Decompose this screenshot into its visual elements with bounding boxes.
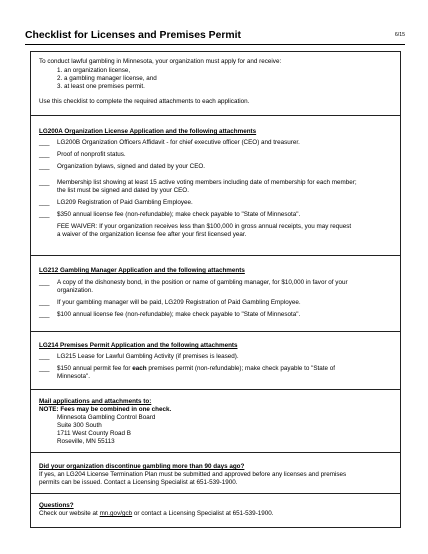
fee-waiver-cont: a waiver of the organization license fee after your first licensed year. <box>57 231 247 238</box>
address-line: 1711 West County Road B <box>57 430 131 437</box>
section-divider <box>31 255 400 256</box>
checkbox-blank[interactable]: ___ <box>39 279 50 286</box>
intro-use: Use this checklist to complete the required attachments to each application. <box>39 98 250 105</box>
checkbox-blank[interactable]: ___ <box>39 311 50 318</box>
checklist-frame <box>30 51 401 528</box>
address-line: Roseville, MN 55113 <box>57 438 115 445</box>
discontinue-text: If yes, an LG204 License Termination Plan must be submitted and approved before any licenses and premises <box>39 471 347 478</box>
checkbox-blank[interactable]: ___ <box>39 163 50 170</box>
questions-heading: Questions? <box>39 502 74 509</box>
lg212-heading: LG212 Gambling Manager Application and the following attachments <box>39 267 245 274</box>
checkbox-blank[interactable]: ___ <box>39 353 50 360</box>
checklist-item-cont: organization. <box>57 287 94 294</box>
header-rule <box>25 44 405 45</box>
checklist-item-cont: the list must be signed and dated by your CEO. <box>57 187 189 194</box>
questions-text <box>39 510 274 518</box>
checklist-item: $100 annual license fee (non-refundable); make check payable to "State of Minnesota". <box>57 311 301 318</box>
website-link[interactable]: mn.gov/gcb <box>99 510 133 517</box>
intro-lead: To conduct lawful gambling in Minnesota, your organization must apply for and receive: <box>39 58 282 65</box>
questions-post: or contact a Licensing Specialist at 651-539-1900. <box>132 510 274 517</box>
checkbox-blank[interactable]: ___ <box>39 199 50 206</box>
checkbox-blank[interactable]: ___ <box>39 151 50 158</box>
address-line: Minnesota Gambling Control Board <box>57 414 156 421</box>
mail-note: NOTE: Fees may be combined in one check. <box>39 406 172 413</box>
discontinue-text: permits can be issued. Contact a Licensing Specialist at 651-539-1900. <box>39 479 238 486</box>
checkbox-blank[interactable]: ___ <box>39 365 50 372</box>
section-divider <box>31 389 400 390</box>
item-emphasis: each <box>132 365 147 372</box>
checklist-item <box>57 365 335 373</box>
intro-item: 3. at least one premises permit. <box>57 83 145 90</box>
checkbox-blank[interactable]: ___ <box>39 139 50 146</box>
section-divider <box>31 493 400 494</box>
section-divider <box>31 331 400 332</box>
checklist-item: LG209 Registration of Paid Gambling Employee. <box>57 199 193 206</box>
section-divider <box>31 452 400 453</box>
intro-item: 2. a gambling manager license, and <box>57 75 157 82</box>
checklist-item: LG215 Lease for Lawful Gambling Activity (if premises is leased). <box>57 353 239 360</box>
checkbox-blank[interactable]: ___ <box>39 211 50 218</box>
lg200a-heading: LG200A Organization License Application and the following attachments <box>39 128 257 135</box>
checklist-item: Proof of nonprofit status. <box>57 151 126 158</box>
checklist-item: $350 annual license fee (non-refundable); make check payable to "State of Minnesota". <box>57 211 301 218</box>
checklist-item: A copy of the dishonesty bond, in the position or name of gambling manager, for $10,000 in favor of your <box>57 279 348 286</box>
checkbox-blank[interactable]: ___ <box>39 179 50 186</box>
mail-heading: Mail applications and attachments to: <box>39 398 152 405</box>
questions-pre: Check our website at <box>39 510 100 517</box>
page-title: Checklist for Licenses and Premises Permit <box>25 30 241 41</box>
checklist-item: Organization bylaws, signed and dated by your CEO. <box>57 163 206 170</box>
checkbox-blank[interactable]: ___ <box>39 299 50 306</box>
discontinue-heading: Did your organization discontinue gambling more than 90 days ago? <box>39 463 245 470</box>
intro-item: 1. an organization license, <box>57 67 131 74</box>
checklist-item: LG200B Organization Officers Affidavit - for chief executive officer (CEO) and treasurer. <box>57 139 300 146</box>
lg214-heading: LG214 Premises Permit Application and the following attachments <box>39 342 238 349</box>
item-text: premises permit (non-refundable); make check payable to "State of <box>146 365 336 372</box>
section-divider <box>31 115 400 116</box>
checklist-item: If your gambling manager will be paid, LG209 Registration of Paid Gambling Employee. <box>57 299 301 306</box>
checklist-item: Membership list showing at least 15 active voting members including date of membership for each member; <box>57 179 357 186</box>
address-line: Suite 300 South <box>57 422 102 429</box>
item-text: $150 annual permit fee for <box>57 365 133 372</box>
revision-date: 6/15 <box>394 32 405 38</box>
checklist-item-cont: Minnesota". <box>57 373 91 380</box>
page-header <box>25 30 405 44</box>
fee-waiver: FEE WAIVER: If your organization receives less than $100,000 in gross annual receipts, you may request <box>57 223 352 230</box>
